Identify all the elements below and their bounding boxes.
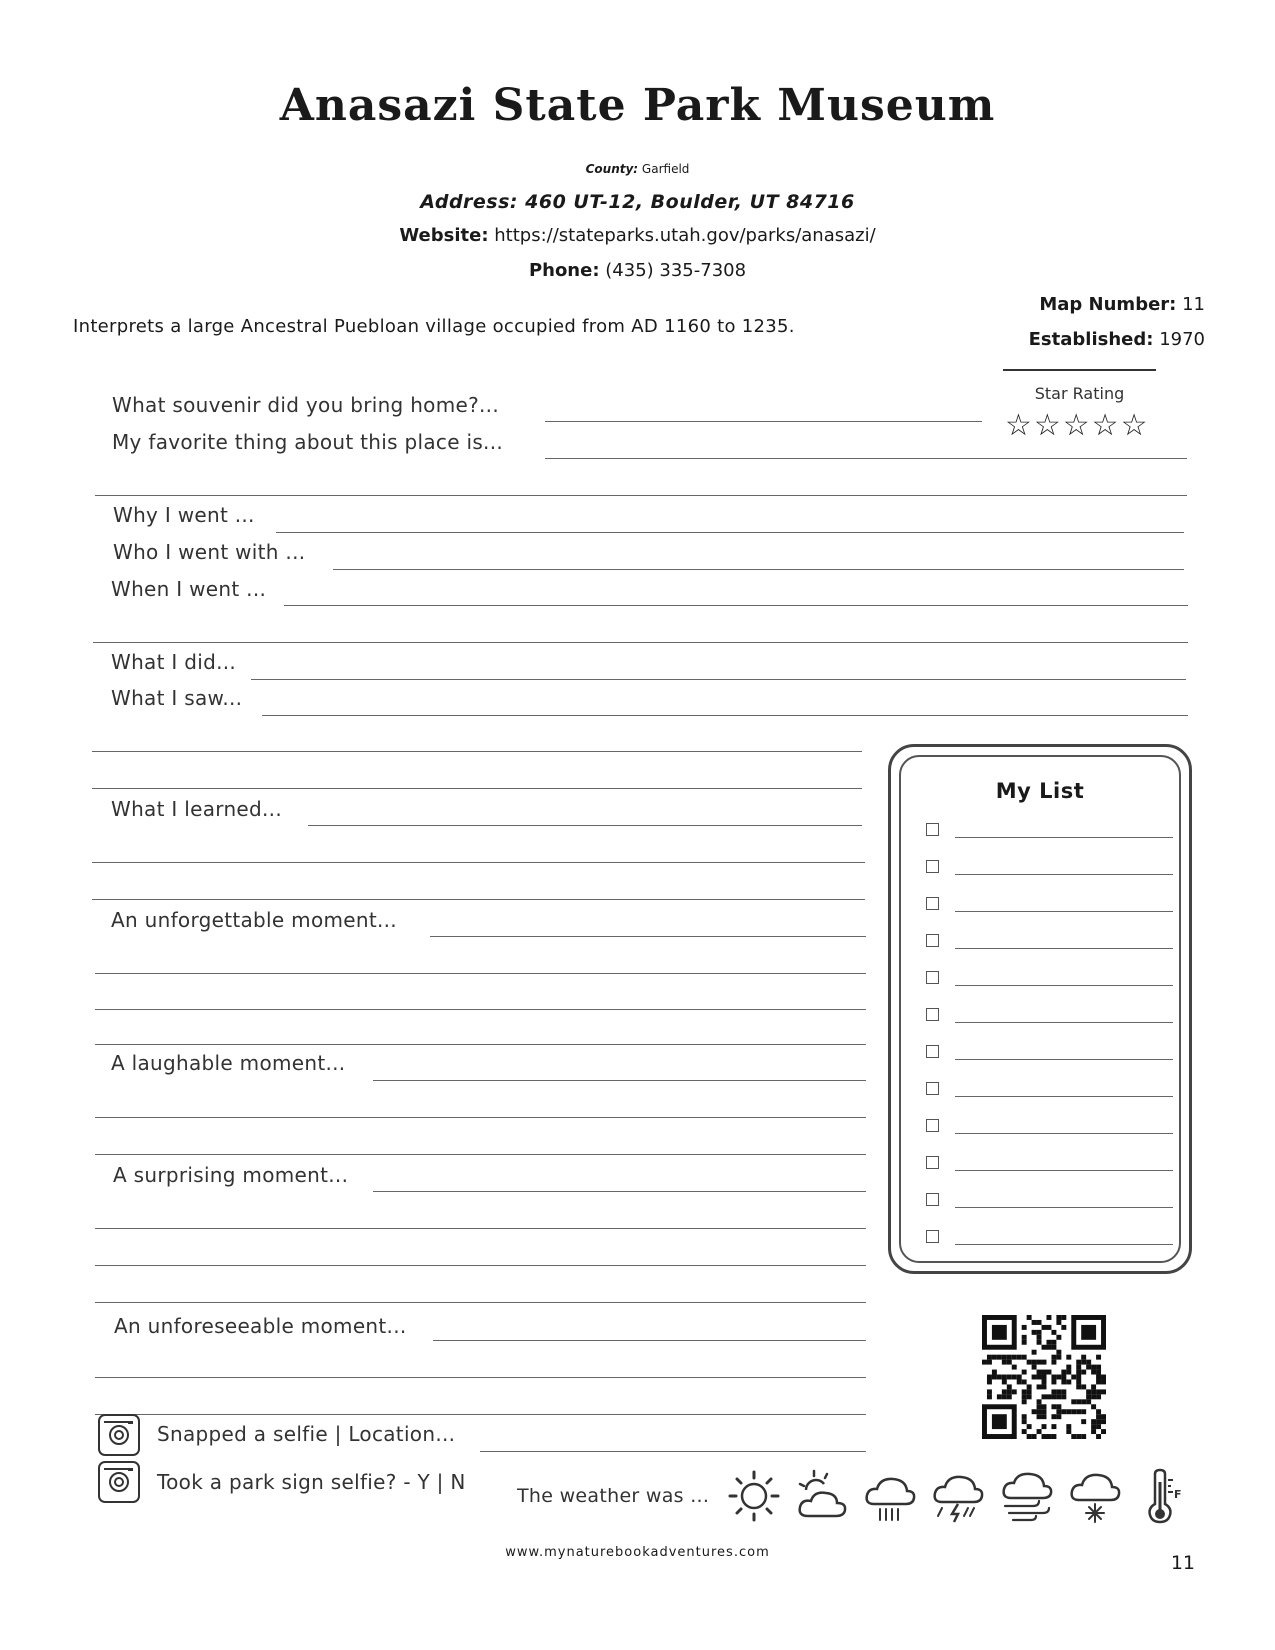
map-number-value: 11 [1182, 294, 1205, 315]
established-value: 1970 [1159, 329, 1205, 350]
unforeseeable-line[interactable] [433, 1340, 866, 1341]
divider [1003, 369, 1156, 371]
list-item-line[interactable] [955, 1133, 1173, 1134]
list-item-line[interactable] [955, 1096, 1173, 1097]
souvenir-prompt: What souvenir did you bring home?... [112, 393, 499, 417]
list-item-line[interactable] [955, 1059, 1173, 1060]
sun-icon[interactable] [726, 1468, 782, 1524]
park-sign-prompt[interactable]: Took a park sign selfie? - Y | N [157, 1470, 466, 1494]
unforgettable-line-4[interactable] [95, 1044, 866, 1045]
page-title: Anasazi State Park Museum [279, 80, 996, 131]
selfie-location-line[interactable] [480, 1451, 866, 1452]
checkbox[interactable] [926, 1230, 939, 1243]
star-rating[interactable]: ☆☆☆☆☆ [1005, 408, 1150, 443]
wind-icon[interactable] [999, 1468, 1055, 1524]
qr-code[interactable] [982, 1315, 1106, 1439]
my-list-inner [899, 755, 1181, 1263]
website-line [0, 225, 1275, 246]
county-label: County: [585, 162, 639, 176]
map-number-label: Map Number: [1039, 294, 1177, 315]
checkbox[interactable] [926, 897, 939, 910]
did-prompt: What I did... [111, 650, 237, 674]
when-line[interactable] [284, 605, 1188, 606]
surprising-line-3[interactable] [95, 1265, 866, 1266]
unforeseeable-line-2[interactable] [95, 1377, 866, 1378]
camera-icon [98, 1414, 140, 1456]
laughable-line-3[interactable] [95, 1154, 866, 1155]
checkbox[interactable] [926, 1119, 939, 1132]
list-item-line[interactable] [955, 874, 1173, 875]
list-item-line[interactable] [955, 1244, 1173, 1245]
learned-line-3[interactable] [92, 899, 865, 900]
checkbox[interactable] [926, 971, 939, 984]
learned-prompt: What I learned... [111, 797, 282, 821]
svg-text:F: F [1174, 1488, 1182, 1501]
laughable-line[interactable] [373, 1080, 866, 1081]
county-value: Garfield [641, 162, 690, 176]
county-line [0, 162, 1275, 176]
did-line[interactable] [251, 679, 1186, 680]
map-number [985, 294, 1205, 315]
phone-value: (435) 335-7308 [605, 260, 747, 281]
list-item-line[interactable] [955, 1207, 1173, 1208]
who-line[interactable] [333, 569, 1184, 570]
souvenir-line[interactable] [545, 421, 982, 422]
laughable-line-2[interactable] [95, 1117, 866, 1118]
when-line-2[interactable] [93, 642, 1188, 643]
website-value[interactable]: https://stateparks.utah.gov/parks/anasazi/ [494, 225, 876, 246]
my-list-title: My List [995, 779, 1085, 803]
favorite-line-2[interactable] [95, 495, 1187, 496]
phone-label: Phone: [528, 260, 600, 281]
saw-prompt: What I saw... [111, 686, 243, 710]
list-item-line[interactable] [955, 1022, 1173, 1023]
checkbox[interactable] [926, 934, 939, 947]
weather-prompt: The weather was ... [517, 1485, 710, 1507]
checkbox[interactable] [926, 1082, 939, 1095]
list-item-line[interactable] [955, 948, 1173, 949]
saw-line-2[interactable] [92, 751, 862, 752]
camera-icon [98, 1461, 140, 1503]
unforgettable-line-2[interactable] [95, 973, 866, 974]
checkbox[interactable] [926, 823, 939, 836]
snow-icon[interactable] [1067, 1468, 1123, 1524]
unforgettable-line-3[interactable] [95, 1009, 866, 1010]
unforeseeable-prompt: An unforeseeable moment... [114, 1314, 407, 1338]
website-label: Website: [399, 225, 489, 246]
list-item-line[interactable] [955, 1170, 1173, 1171]
thunderstorm-icon[interactable] [930, 1468, 986, 1524]
page-number: 11 [1170, 1552, 1195, 1574]
my-list-box [888, 744, 1192, 1274]
established-label: Established: [1028, 329, 1154, 350]
checkbox[interactable] [926, 1008, 939, 1021]
learned-line-2[interactable] [92, 862, 865, 863]
partly-cloudy-icon[interactable] [794, 1468, 850, 1524]
selfie-prompt: Snapped a selfie | Location... [157, 1422, 456, 1446]
list-item-line[interactable] [955, 911, 1173, 912]
star-rating-label: Star Rating [1034, 384, 1125, 403]
phone-line [0, 260, 1275, 281]
learned-line[interactable] [308, 825, 862, 826]
surprising-prompt: A surprising moment... [113, 1163, 349, 1187]
thermometer-icon[interactable] [1140, 1468, 1184, 1524]
checkbox[interactable] [926, 860, 939, 873]
favorite-line[interactable] [545, 458, 1187, 459]
established [985, 329, 1205, 350]
park-description: Interprets a large Ancestral Puebloan village occupied from AD 1160 to 1235. [73, 316, 795, 337]
saw-line[interactable] [262, 715, 1188, 716]
when-prompt: When I went ... [111, 577, 267, 601]
surprising-line[interactable] [373, 1191, 866, 1192]
favorite-prompt: My favorite thing about this place is... [112, 430, 504, 454]
unforgettable-prompt: An unforgettable moment... [111, 908, 397, 932]
surprising-line-4[interactable] [95, 1302, 866, 1303]
why-line[interactable] [276, 532, 1184, 533]
footer-website[interactable]: www.mynaturebookadventures.com [505, 1545, 770, 1560]
rain-icon[interactable] [862, 1468, 918, 1524]
why-prompt: Why I went ... [113, 503, 255, 527]
saw-line-3[interactable] [92, 788, 862, 789]
unforeseeable-line-3[interactable] [95, 1414, 866, 1415]
checkbox[interactable] [926, 1193, 939, 1206]
unforgettable-line[interactable] [430, 936, 866, 937]
laughable-prompt: A laughable moment... [111, 1051, 346, 1075]
list-item-line[interactable] [955, 985, 1173, 986]
who-prompt: Who I went with ... [113, 540, 306, 564]
list-item-line[interactable] [955, 837, 1173, 838]
surprising-line-2[interactable] [95, 1228, 866, 1229]
address: Address: 460 UT-12, Boulder, UT 84716 [420, 191, 855, 213]
checkbox[interactable] [926, 1045, 939, 1058]
checkbox[interactable] [926, 1156, 939, 1169]
